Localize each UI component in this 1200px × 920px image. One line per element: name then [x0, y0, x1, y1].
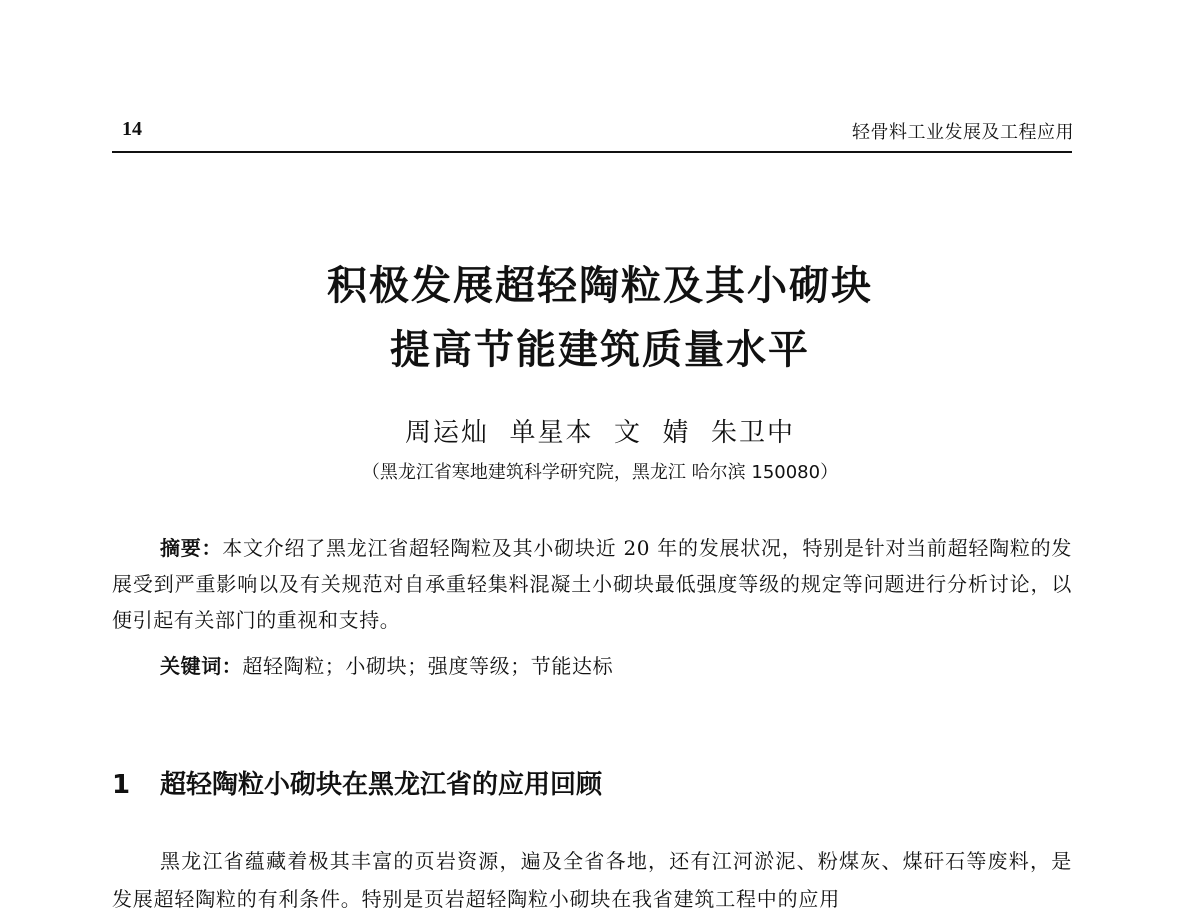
header-rule: [112, 151, 1072, 153]
title-line-2: 提高节能建筑质量水平: [390, 326, 810, 373]
page-number: 14: [122, 118, 142, 140]
running-head: 轻骨料工业发展及工程应用: [852, 122, 1074, 143]
section-heading: [112, 764, 602, 801]
section-number: 1: [112, 770, 131, 800]
abstract-text: 本文介绍了黑龙江省超轻陶粒及其小砌块近 20 年的发展状况，特别是针对当前超轻陶粒的发展受到严重影响以及有关规范对自承重轻集料混凝土小砌块最低强度等级的规定等问题进行分析讨论，以便引起有关部门的重视和支持。: [112, 536, 1072, 632]
keywords: [160, 648, 1072, 684]
keywords-label: 关键词：: [160, 654, 243, 678]
body-paragraph: 黑龙江省蕴藏着极其丰富的页岩资源，遍及全省各地，还有江河淤泥、粉煤灰、煤矸石等废料，是发展超轻陶粒的有利条件。特别是页岩超轻陶粒小砌块在我省建筑工程中的应用: [112, 849, 1072, 911]
affiliation: （黑龙江省寒地建筑科学研究院，黑龙江 哈尔滨 150080）: [361, 462, 839, 483]
article-title: [0, 254, 1200, 382]
abstract-label: 摘要：: [160, 536, 223, 560]
author-list: 周运灿 单星本 文 婧 朱卫中: [404, 418, 796, 448]
keywords-text: 超轻陶粒；小砌块；强度等级；节能达标: [242, 654, 614, 678]
section-title: 超轻陶粒小砌块在黑龙江省的应用回顾: [160, 770, 603, 800]
abstract: [112, 530, 1072, 638]
title-line-1: 积极发展超轻陶粒及其小砌块: [327, 262, 873, 309]
